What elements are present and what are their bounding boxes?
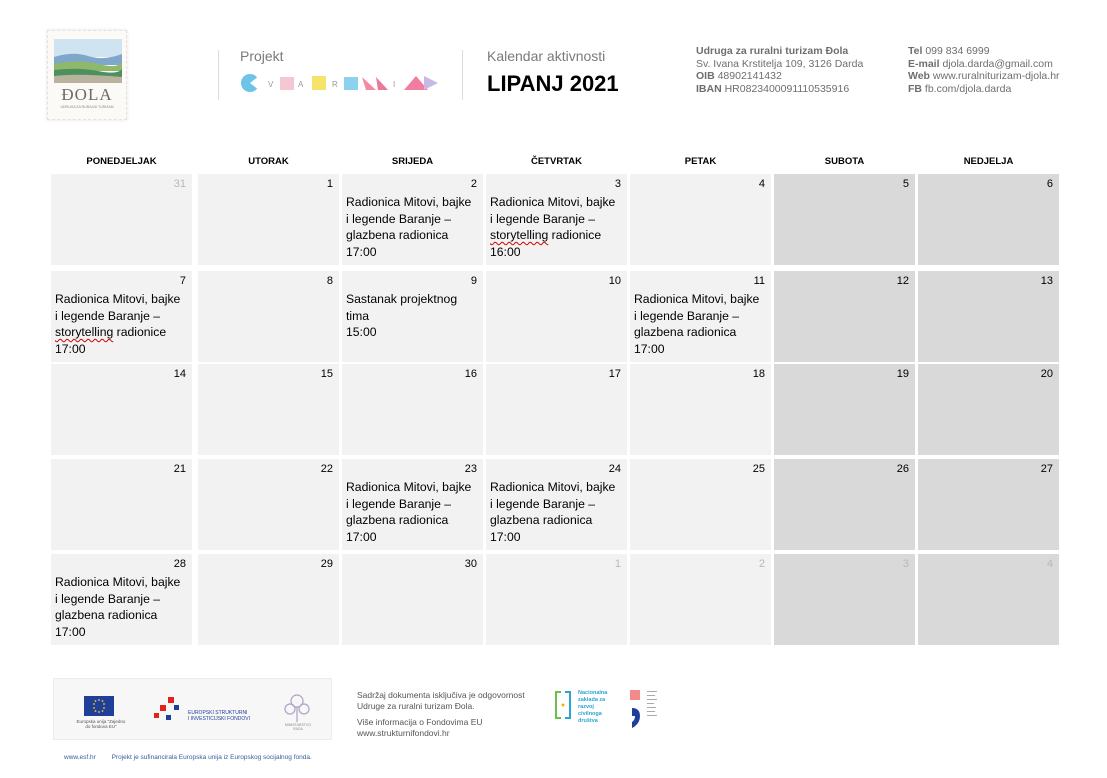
event-line: glazbena radionica [346,513,449,528]
event-line: 16:00 [490,244,521,259]
calendar-day-cell[interactable] [774,554,915,645]
disclaimer [357,690,525,738]
eu-flag-icon [84,696,114,716]
calendar-day-cell[interactable] [918,554,1059,645]
calendar-day-cell[interactable] [198,174,339,265]
tel-label: Tel [908,45,923,57]
calendar-day-cell[interactable] [198,271,339,362]
nzrcd-line: Nacionalna [578,690,608,696]
event-line: i legende Baranje – [346,211,452,226]
event-line: storytelling radionice [55,325,167,340]
djola-logo [47,30,127,120]
calendar-day-cell[interactable] [918,364,1059,455]
project-letter-v: V [268,80,274,89]
event-line: i legende Baranje – [490,496,596,511]
calendar-event[interactable] [490,194,623,260]
day-number: 24 [608,463,621,475]
tel-value: 099 834 6999 [925,45,990,57]
calendar-label: Kalendar aktivnosti [487,48,606,64]
calendar-day-cell[interactable] [51,459,192,550]
nzrcd-line: razvoj [578,704,594,710]
day-number: 4 [1046,558,1053,570]
calendar-day-cell[interactable] [486,554,627,645]
eu-funding-panel [53,678,332,740]
day-number: 1 [614,558,621,570]
esf-line-2: I INVESTICIJSKI FONDOVI [188,716,250,722]
event-line: i legende Baranje – [490,211,596,226]
calendar-day-cell[interactable] [630,364,771,455]
calendar-day-cell[interactable] [918,271,1059,362]
day-number: 9 [470,275,477,287]
calendar-day-cell[interactable] [630,459,771,550]
logo-text: ĐOLA [61,85,113,104]
calendar-event[interactable] [55,574,188,640]
calendar-event[interactable] [346,194,479,260]
more-info-link[interactable]: www.strukturnifondovi.hr [357,727,450,738]
calendar-day-cell[interactable] [486,174,627,265]
day-header: NEDJELJA [963,156,1014,167]
event-line: Radionica Mitovi, bajke [55,575,181,589]
calendar-event[interactable] [346,291,479,341]
project-label: Projekt [240,48,284,64]
event-line: i legende Baranje – [346,496,452,511]
calendar-day-cell[interactable] [342,271,483,362]
day-number: 31 [173,178,186,190]
day-header: SUBOTA [824,156,865,167]
nzrcd-bracket-icon [554,690,572,720]
calendar-day-cell[interactable] [630,554,771,645]
calendar-event[interactable] [634,291,767,357]
day-number: 27 [1040,463,1053,475]
day-number: 5 [902,178,909,190]
day-header: ČETVRTAK [530,156,583,167]
eu-caption: Europska unija "Zajedno do fondova EU" [76,719,126,729]
event-line: 17:00 [55,624,86,639]
event-line: glazbena radionica [346,228,449,243]
day-number: 22 [320,463,333,475]
calendar-day-cell[interactable] [198,459,339,550]
event-line: i legende Baranje – [634,308,740,323]
oib-label: OIB [696,70,715,83]
calendar-month-title: LIPANJ 2021 [487,71,619,96]
day-number: 8 [326,275,333,287]
day-number: 7 [179,275,186,287]
calendar-day-cell[interactable] [342,364,483,455]
day-number: 13 [1040,275,1053,287]
event-line: Radionica Mitovi, bajke [346,195,472,209]
partner-mark-icon [630,688,664,730]
day-number: 10 [608,275,621,287]
spellcheck-word: storytelling [490,228,549,243]
header-divider [462,50,463,100]
calendar-day-cell[interactable] [51,271,192,362]
event-line: Radionica Mitovi, bajke [55,292,181,306]
event-line: 17:00 [634,341,665,356]
day-number: 1 [326,178,333,190]
event-line: 15:00 [346,325,377,340]
nzrcd-line: civilnoga [578,711,602,717]
event-line: Radionica Mitovi, bajke [634,292,760,306]
event-line: 17:00 [490,529,521,544]
day-number: 26 [896,463,909,475]
day-number: 2 [758,558,765,570]
calendar-day-cell[interactable] [342,174,483,265]
calendar-day-cell[interactable] [774,459,915,550]
project-letter-i: I [393,80,396,89]
header-divider [218,50,219,100]
iban-value: HR0823400091110535916 [724,82,850,95]
day-header: SRIJEDA [391,156,434,167]
event-line: Radionica Mitovi, bajke [346,480,472,494]
oib-value: 48902141432 [717,70,782,83]
org-address: Sv. Ivana Krstitelja 109, 3126 Darda [696,57,864,70]
calendar-event[interactable] [55,291,188,357]
web-label: Web [908,70,930,83]
event-line: 17:00 [55,341,86,356]
calendar-day-cell[interactable] [918,459,1059,550]
event-line: tima [346,308,370,323]
day-number: 3 [902,558,909,570]
event-line: Radionica Mitovi, bajke [490,195,616,209]
calendar-day-cell[interactable] [774,364,915,455]
event-line: glazbena radionica [634,325,737,340]
esf-url-link[interactable]: www.esf.hr [64,754,96,761]
event-line: 17:00 [346,529,377,544]
spellcheck-word: storytelling [55,325,114,340]
calendar-day-cell[interactable] [486,364,627,455]
esf-cofunding-note: Projekt je sufinancirala Europska unija iz Europskog socijalnog fonda. [111,754,312,761]
event-line: i legende Baranje – [55,591,161,606]
fb-link[interactable]: fb.com/djola.darda [924,82,1012,95]
calendar-day-cell[interactable] [51,364,192,455]
calendar-day-cell[interactable] [51,174,192,265]
event-line: Radionica Mitovi, bajke [490,480,616,494]
day-number: 20 [1040,368,1053,380]
day-number: 11 [753,275,765,287]
calendar-day-cell[interactable] [918,174,1059,265]
day-number: 28 [173,558,186,570]
contact-info [908,45,1060,95]
calendar-day-cell[interactable] [630,271,771,362]
web-link[interactable]: www.ruralniturizam-djola.hr [932,70,1060,83]
calendar-day-cell[interactable] [774,271,915,362]
day-number: 29 [320,558,333,570]
day-number: 18 [752,368,765,380]
day-number: 6 [1046,178,1053,190]
event-line: glazbena radionica [490,513,593,528]
day-number: 23 [464,463,477,475]
event-line: storytelling radionice [490,228,602,243]
fb-label: FB [908,82,922,95]
event-line: i legende Baranje – [55,308,161,323]
day-number: 19 [896,368,909,380]
day-number: 21 [173,463,186,475]
nzrcd-line: društva [578,718,598,724]
day-header: UTORAK [248,156,289,167]
nzrcd-line: zaklada za [578,697,606,703]
day-number: 14 [173,368,186,380]
nzrcd-label [578,690,607,725]
calendar-day-cell[interactable] [198,364,339,455]
day-number: 15 [320,368,333,380]
day-header: PONEDJELJAK [86,156,157,167]
day-number: 25 [752,463,765,475]
calendar-day-cell[interactable] [198,554,339,645]
day-number: 12 [896,275,909,287]
calendar-day-cell[interactable] [630,174,771,265]
day-header: PETAK [684,156,717,167]
esf-line-1: EUROPSKI STRUKTURNI [188,710,248,716]
calendar-day-cell[interactable] [51,554,192,645]
email-link[interactable]: djola.darda@gmail.com [942,57,1053,70]
esf-label [188,710,250,722]
day-number: 30 [464,558,477,570]
event-line: glazbena radionica [55,608,158,623]
event-line: 17:00 [346,244,377,259]
ministry-logo-icon [282,691,312,723]
iban-label: IBAN [696,82,722,95]
org-name: Udruga za ruralni turizam Đola [696,45,849,57]
cvarisak-logo-icon [240,71,440,95]
disclaimer-line-1: Sadržaj dokumenta isključiva je odgovornost [357,690,525,700]
calendar-event[interactable] [490,479,623,545]
more-info-line-1: Više informacija o Fondovima EU [357,717,483,727]
email-label: E-mail [908,57,940,70]
project-logo [240,71,440,100]
project-letter-r: R [332,80,338,89]
organization-info [696,45,863,95]
ministry-caption: MINISTARSTVO RADA [285,723,311,731]
day-number: 16 [464,368,477,380]
event-line: Sastanak projektnog [346,292,458,306]
day-number: 17 [608,368,621,380]
logo-subtitle: UDRUGA ZA RURALNI TURIZAM [60,105,114,109]
calendar-day-cell[interactable] [342,554,483,645]
day-number: 2 [470,178,477,190]
calendar-day-cell[interactable] [486,459,627,550]
esf-footer [64,754,312,761]
calendar-event[interactable] [346,479,479,545]
calendar-day-cell[interactable] [774,174,915,265]
disclaimer-line-2: Udruge za ruralni turizam Đola. [357,700,475,711]
esf-squares-icon [154,697,184,723]
calendar-day-cell[interactable] [486,271,627,362]
project-letter-a: A [298,80,304,89]
calendar-day-cell[interactable] [342,459,483,550]
day-number: 3 [614,178,621,190]
day-number: 4 [758,178,765,190]
